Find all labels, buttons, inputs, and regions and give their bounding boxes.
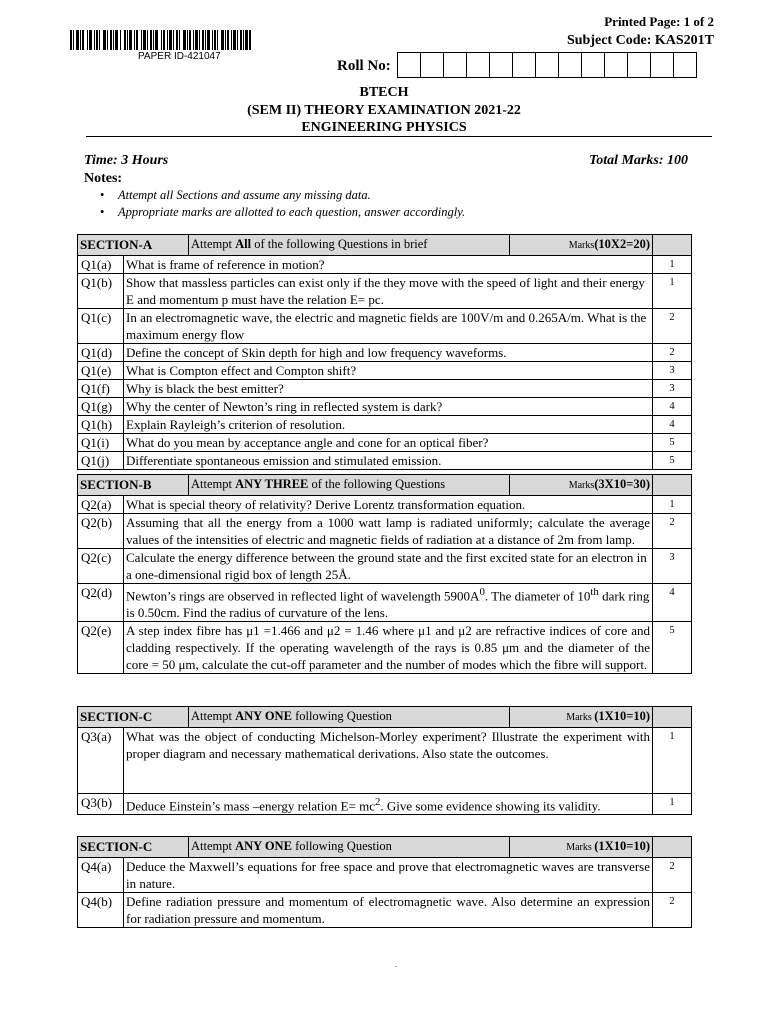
question-text: Deduce the Maxwell’s equations for free space and prove that electromagnetic waves are transverse in nature. [124, 858, 653, 893]
section-instruction: Attempt ANY ONE following Question [189, 837, 510, 858]
section-header [78, 837, 692, 858]
roll-no-box[interactable] [628, 53, 651, 77]
section-header [78, 707, 692, 728]
question-row: Q2(c) Calculate the energy difference between the ground state and the first excited state for an electron in a one-dimensional rigid box of length 25Å. 3 [78, 549, 692, 584]
section-marks: Marks (1X10=10) [510, 837, 653, 858]
co-number: 1 [653, 274, 692, 309]
question-text: Differentiate spontaneous emission and stimulated emission. [124, 452, 653, 470]
roll-no-box[interactable] [444, 53, 467, 77]
roll-no-box[interactable] [536, 53, 559, 77]
question-text: Show that massless particles can exist only if the they move with the speed of light and their energy E and momentum p must have the relation E= pc. [124, 274, 653, 309]
total-marks: Total Marks: 100 [588, 153, 688, 168]
question-row: Q1(j) Differentiate spontaneous emission and stimulated emission. 5 [78, 452, 692, 470]
question-text: Assuming that all the energy from a 1000 watt lamp is radiated uniformly; calculate the average values of the intensities of electric and magnetic fields of radiation at a distance of 2m from lamp. [124, 514, 653, 549]
question-row: Q1(h) Explain Rayleigh’s criterion of resolution. 4 [78, 416, 692, 434]
footer-mark: . [395, 960, 397, 969]
question-text: Deduce Einstein’s mass –energy relation $E= mc^2$. Give some evidence showing its validity. [124, 794, 653, 815]
question-row: Q1(g) Why the center of Newton’s ring in reflected system is dark? 4 [78, 398, 692, 416]
note-item [102, 205, 465, 220]
question-text: What is frame of reference in motion? [124, 256, 653, 274]
co-number: 1 [653, 728, 692, 794]
section-title: SECTION-C [78, 707, 189, 728]
roll-no-box[interactable] [398, 53, 421, 77]
note-text: Attempt all Sections and assume any missing data. [118, 188, 371, 202]
notes-title: Notes: [84, 171, 123, 186]
co-number: 5 [653, 622, 692, 674]
section-header [78, 475, 692, 496]
question-row: Q4(a) Deduce the Maxwell’s equations for free space and prove that electromagnetic waves are transverse in nature. 2 [78, 858, 692, 893]
question-row: Q1(c) In an electromagnetic wave, the electric and magnetic fields are 100V/m and 0.265A/m. What is the maximum energy flow 2 [78, 309, 692, 344]
section-marks: Marks(10X2=20) [510, 235, 653, 256]
co-number: 4 [653, 398, 692, 416]
question-text: Calculate the energy difference between the ground state and the first excited state for an electron in a one-dimensional rigid box of length 25Å. [124, 549, 653, 584]
section-marks: Marks (1X10=10) [510, 707, 653, 728]
paper-id: PAPER ID-421047 [138, 51, 221, 62]
roll-no-box[interactable] [467, 53, 490, 77]
section-marks: Marks(3X10=30) [510, 475, 653, 496]
roll-no-box[interactable] [421, 53, 444, 77]
co-number: 1 [653, 256, 692, 274]
co-number: 2 [653, 893, 692, 928]
section-a-table [77, 234, 692, 470]
co-number: 2 [653, 309, 692, 344]
question-text: Why the center of Newton’s ring in reflected system is dark? [124, 398, 653, 416]
co-number: 3 [653, 380, 692, 398]
co-number: 2 [653, 344, 692, 362]
question-text: Why is black the best emitter? [124, 380, 653, 398]
question-text: Newton’s rings are observed in reflected light of wavelength $5900A^0$. The diameter of 10th dark ring is 0.50cm. Find the radius of curvature of the lens. [124, 584, 653, 622]
question-text: A step index fibre has μ1 =1.466 and μ2 = 1.46 where μ1 and μ2 are refractive indices of core and cladding respectively. If the operating wavelength of the rays is 0.85 μm and the diameter of the core = 50 μm, calculate the cut-off parameter and the number of modes which the fibre will support. [124, 622, 653, 674]
co-number: 3 [653, 549, 692, 584]
printed-page-value: 1 of 2 [683, 14, 714, 29]
question-row: Q4(b) Define radiation pressure and momentum of electromagnetic wave. Also determine an expression for radiation pressure and momentum. 2 [78, 893, 692, 928]
co-number: 5 [653, 452, 692, 470]
section-instruction: Attempt All of the following Questions in brief [189, 235, 510, 256]
roll-no-box[interactable] [490, 53, 513, 77]
question-text: What do you mean by acceptance angle and cone for an optical fiber? [124, 434, 653, 452]
co-number: 4 [653, 416, 692, 434]
roll-no-box[interactable] [605, 53, 628, 77]
degree-title: BTECH [359, 85, 409, 100]
barcode [70, 30, 298, 50]
question-text: What was the object of conducting Michelson-Morley experiment? Illustrate the experiment with proper diagram and necessary mathematical derivations. Also state the outcomes. [124, 728, 653, 794]
question-row: Q3(b) Deduce Einstein’s mass –energy relation $E= mc^2$. Give some evidence showing its validity. 1 [78, 794, 692, 815]
roll-no-box[interactable] [513, 53, 536, 77]
note-text: Appropriate marks are allotted to each question, answer accordingly. [118, 205, 466, 219]
co-number: 1 [653, 794, 692, 815]
subject-code [567, 33, 714, 49]
question-text: Define radiation pressure and momentum of electromagnetic wave. Also determine an expression for radiation pressure and momentum. [124, 893, 653, 928]
exam-title: (SEM II) THEORY EXAMINATION 2021-22 [247, 103, 521, 118]
roll-no-boxes[interactable] [397, 52, 697, 78]
co-number: 1 [653, 496, 692, 514]
question-row: Q1(a) What is frame of reference in motion? 1 [78, 256, 692, 274]
subject-title: ENGINEERING PHYSICS [301, 120, 467, 135]
question-row: Q1(b) Show that massless particles can exist only if the they move with the speed of light and their energy E and momentum p must have the relation E= pc. 1 [78, 274, 692, 309]
question-row: Q2(d) Newton’s rings are observed in reflected light of wavelength $5900A^0$. The diameter of 10th dark ring is 0.50cm. Find the radius of curvature of the lens. 4 [78, 584, 692, 622]
section-c-q3-table [77, 706, 692, 815]
question-text: Define the concept of Skin depth for high and low frequency waveforms. [124, 344, 653, 362]
section-instruction: Attempt ANY ONE following Question [189, 707, 510, 728]
question-row: Q2(b) Assuming that all the energy from a 1000 watt lamp is radiated uniformly; calculate the average values of the intensities of electric and magnetic fields of radiation at a distance of 2m from lamp. 2 [78, 514, 692, 549]
header-divider [86, 136, 712, 137]
question-row: Q1(f) Why is black the best emitter? 3 [78, 380, 692, 398]
question-text: What is special theory of relativity? Derive Lorentz transformation equation. [124, 496, 653, 514]
subject-code-label: Subject Code: [566, 33, 652, 48]
section-b-table [77, 474, 692, 674]
note-item [102, 188, 371, 203]
question-row: Q2(e) A step index fibre has μ1 =1.466 and μ2 = 1.46 where μ1 and μ2 are refractive indices of core and cladding respectively. If the operating wavelength of the rays is 0.85 μm and the diameter of the core = 50 μm, calculate the cut-off parameter and the number of modes which the fibre will support. 5 [78, 622, 692, 674]
subject-code-value: KAS201T [654, 33, 714, 48]
section-title: SECTION-C [78, 837, 189, 858]
co-number: 3 [653, 362, 692, 380]
roll-no-label: Roll No: [337, 58, 391, 74]
question-text: Explain Rayleigh’s criterion of resolution. [124, 416, 653, 434]
roll-no-box[interactable] [674, 53, 697, 77]
roll-no-box[interactable] [651, 53, 674, 77]
roll-no-box[interactable] [559, 53, 582, 77]
question-row: Q1(e) What is Compton effect and Compton shift? 3 [78, 362, 692, 380]
question-row: Q2(a) What is special theory of relativity? Derive Lorentz transformation equation. 1 [78, 496, 692, 514]
question-row: Q3(a) What was the object of conducting Michelson-Morley experiment? Illustrate the experiment with proper diagram and necessary mathematical derivations. Also state the outcomes. 1 [78, 728, 692, 794]
section-instruction: Attempt ANY THREE of the following Questions [189, 475, 510, 496]
section-title: SECTION-B [78, 475, 189, 496]
co-number: 4 [653, 584, 692, 622]
question-row: Q1(d) Define the concept of Skin depth for high and low frequency waveforms. 2 [78, 344, 692, 362]
co-number: 2 [653, 514, 692, 549]
question-row: Q1(i) What do you mean by acceptance angle and cone for an optical fiber? 5 [78, 434, 692, 452]
question-text: What is Compton effect and Compton shift? [124, 362, 653, 380]
exam-time: Time: 3 Hours [84, 153, 169, 168]
section-c-q4-table [77, 836, 692, 928]
printed-page [604, 14, 714, 30]
co-number: 5 [653, 434, 692, 452]
section-title: SECTION-A [78, 235, 189, 256]
question-text: In an electromagnetic wave, the electric and magnetic fields are 100V/m and 0.265A/m. What is the maximum energy flow [124, 309, 653, 344]
roll-no-box[interactable] [582, 53, 605, 77]
co-number: 2 [653, 858, 692, 893]
section-header [78, 235, 692, 256]
printed-page-label: Printed Page: [604, 14, 681, 29]
